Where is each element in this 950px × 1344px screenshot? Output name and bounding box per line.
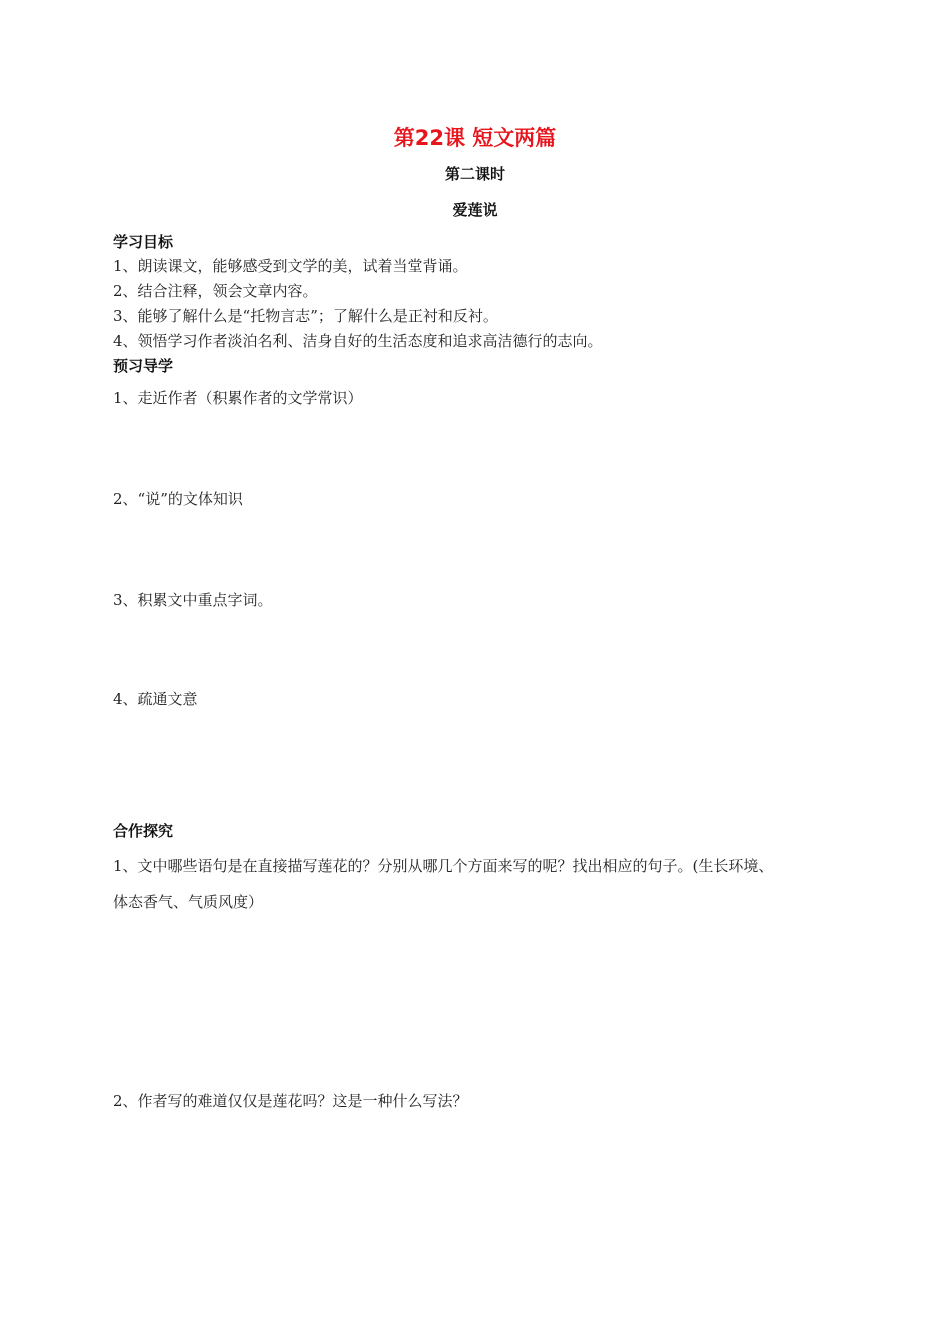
lesson-period: 第二课时 [444, 165, 505, 183]
cooperation-heading: 合作探究 [113, 822, 174, 840]
preview-item: 2、“说”的文体知识 [113, 490, 243, 508]
preview-heading: 预习导学 [113, 357, 174, 375]
objective-item: 3、能够了解什么是“托物言志”；了解什么是正衬和反衬。 [113, 307, 498, 325]
objective-item: 4、领悟学习作者淡泊名利、洁身自好的生活态度和追求高洁德行的志向。 [113, 332, 603, 350]
objectives-heading: 学习目标 [113, 233, 174, 251]
text-title: 爱莲说 [452, 201, 498, 219]
cooperation-question-2: 2、作者写的难道仅仅是莲花吗？这是一种什么写法？ [113, 1092, 468, 1110]
preview-item: 1、走近作者（积累作者的文学常识） [113, 389, 363, 407]
objective-item: 1、朗读课文，能够感受到文学的美，试着当堂背诵。 [113, 257, 468, 275]
preview-item: 4、疏通文意 [113, 690, 198, 708]
cooperation-question-1: 1、文中哪些语句是在直接描写莲花的？分别从哪几个方面来写的呢？找出相应的句子。(生长环境、 [113, 857, 774, 875]
cooperation-question-1-continued: 体态香气、气质风度） [113, 893, 264, 911]
lesson-title: 第22课 短文两篇 [393, 126, 557, 150]
objective-item: 2、结合注释，领会文章内容。 [113, 282, 318, 300]
preview-item: 3、积累文中重点字词。 [113, 591, 273, 609]
